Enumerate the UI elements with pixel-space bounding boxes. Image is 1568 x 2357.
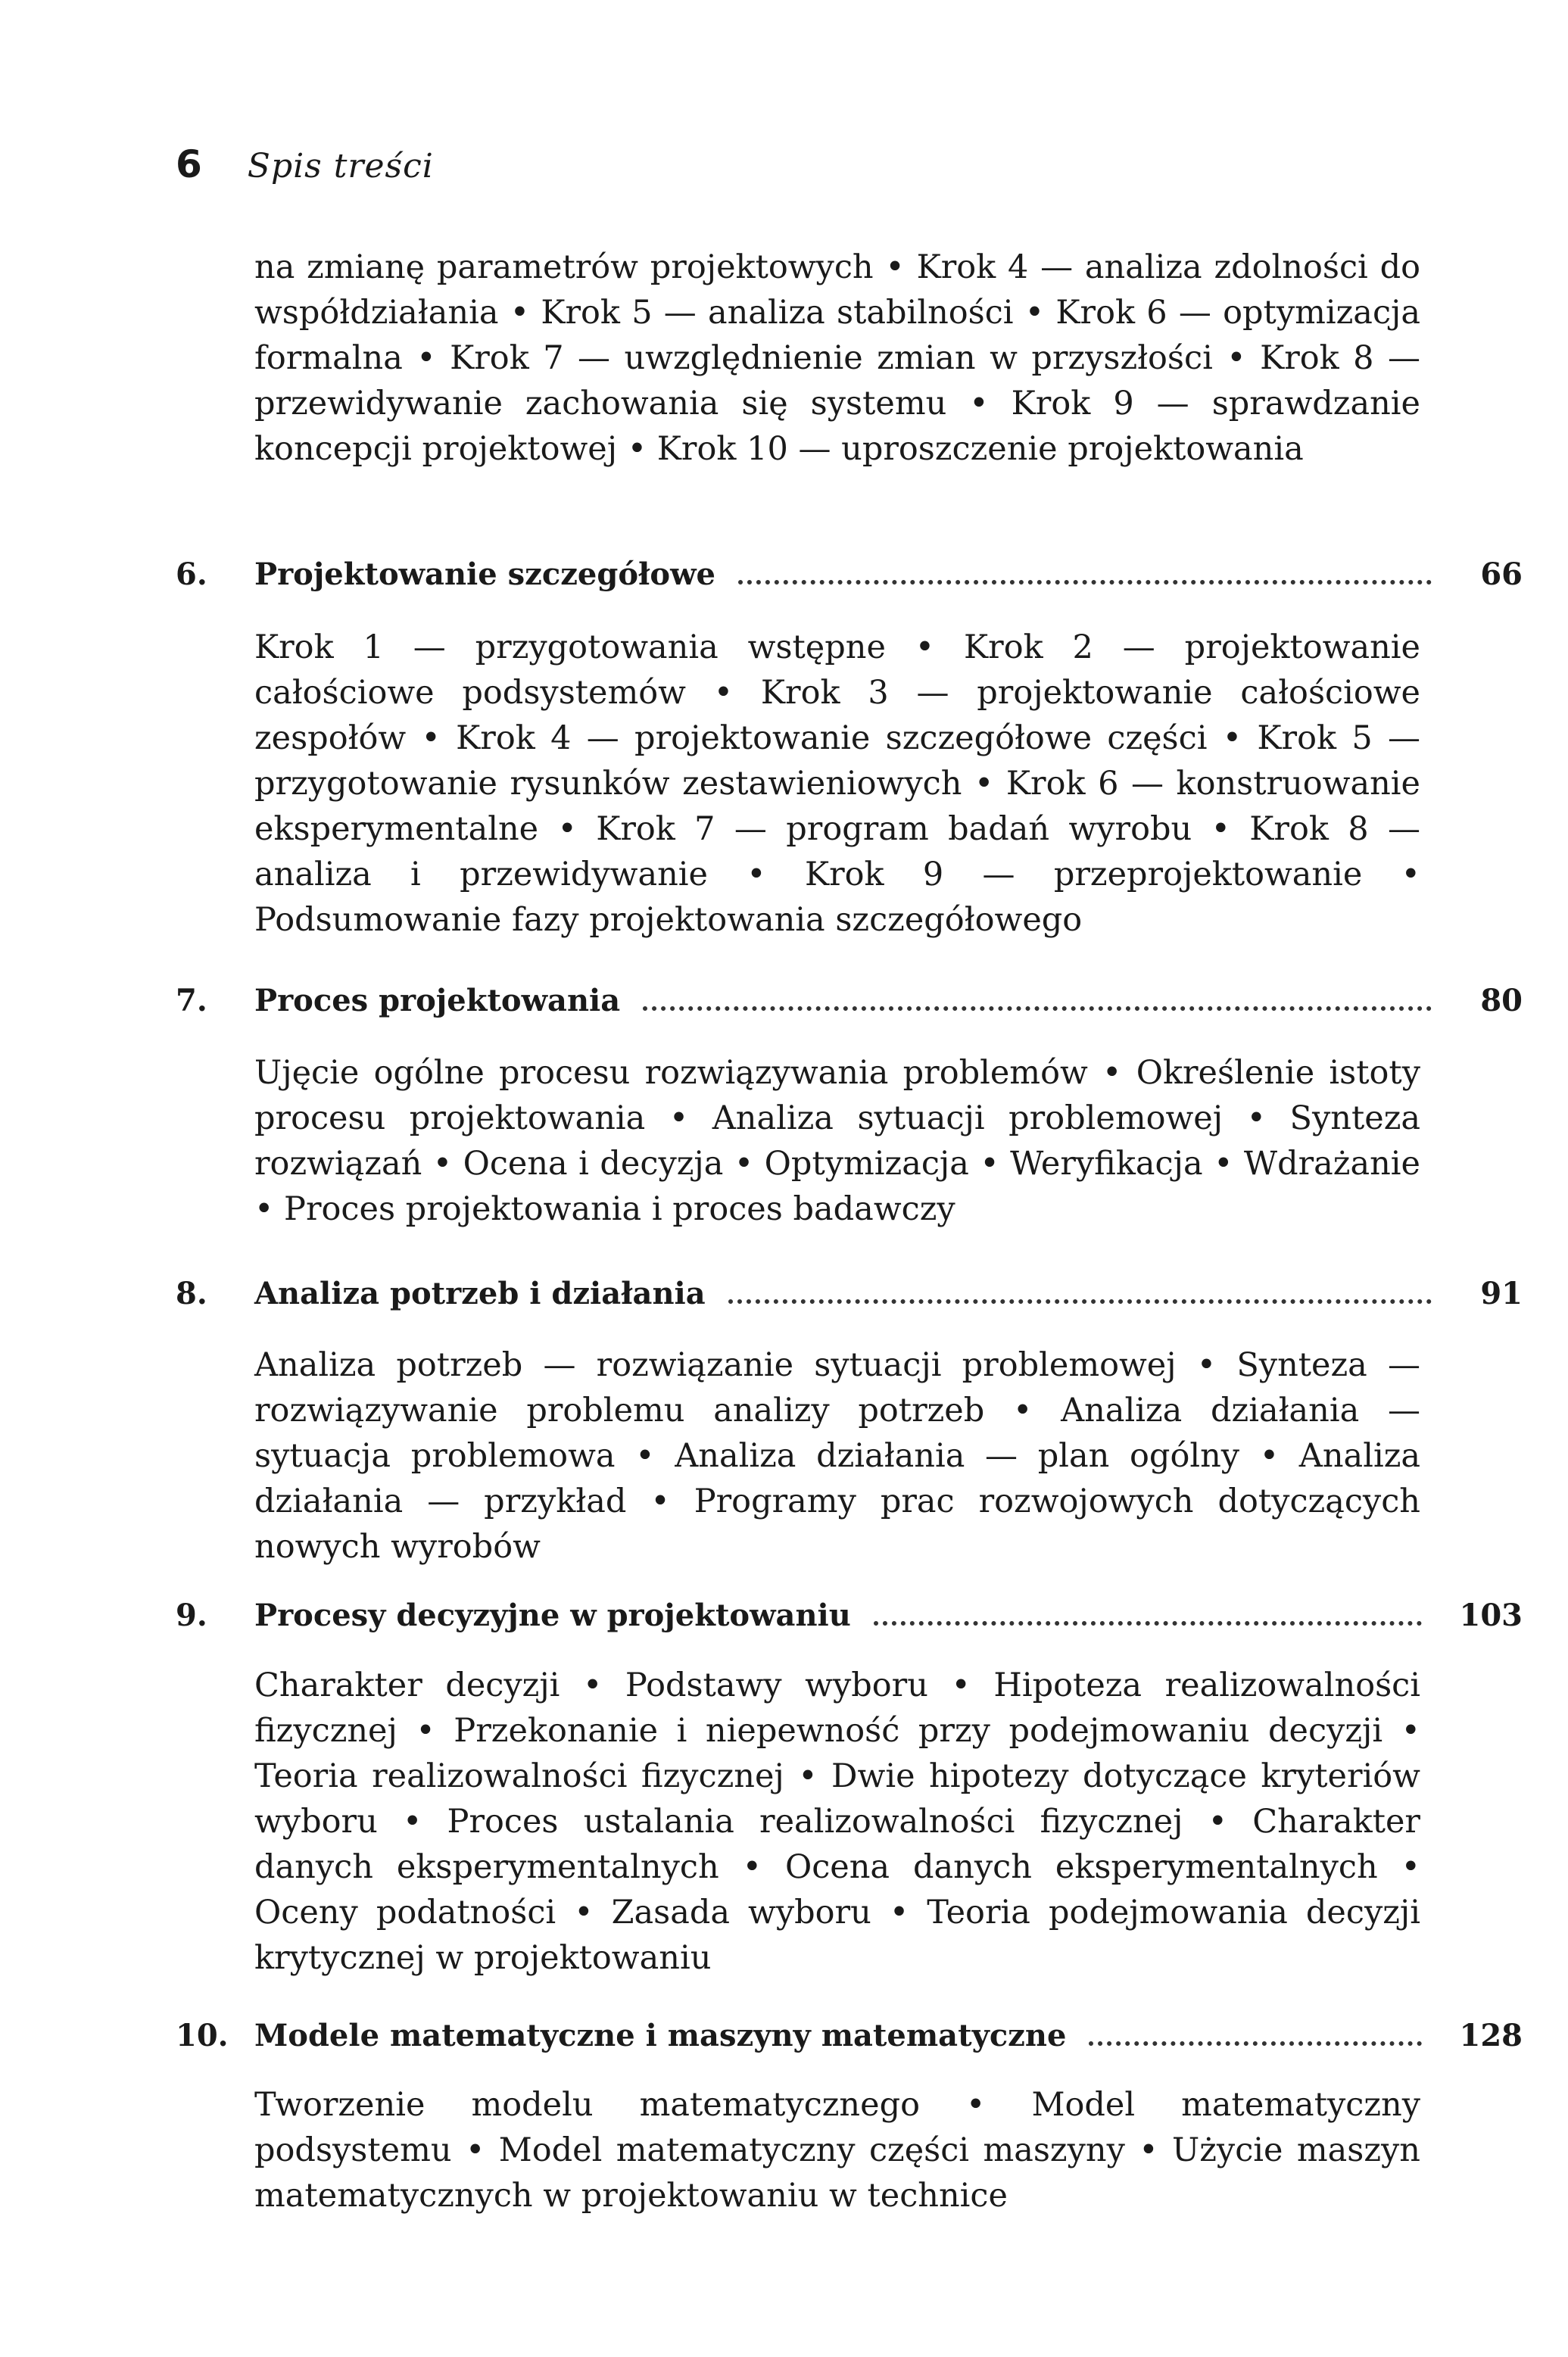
toc-entry-10[interactable] (176, 2018, 1523, 2053)
toc-entry-7[interactable] (176, 983, 1523, 1018)
entry-description: Tworzenie modelu matematycznego • Model matematyczny podsystemu • Model matematyczny części maszyny • Użycie maszyn matematycznych w projektowaniu w technice (254, 2086, 1420, 2215)
running-title: Spis treści (247, 147, 434, 186)
entry-page-number: 103 (1459, 1598, 1523, 1633)
entry-title: Projektowanie szczegółowe (254, 557, 715, 592)
entry-description: Ujęcie ogólne procesu rozwiązywania problemów • Określenie istoty procesu projektowania • Analiza sytuacji problemowej • Synteza rozwiązań • Ocena i decyzja • Optymizacja • Weryfikacja • Wdrażanie • Proces projektowania i proces badawczy (254, 1054, 1420, 1228)
continuation-description: na zmianę parametrów projektowych • Krok 4 — analiza zdolności do współdziałania • Krok 5 — analiza stabilności • Krok 6 — optymizacja formalna • Krok 7 — uwzględnienie zmian w przyszłości • Krok 8 — przewidywanie zachowania się systemu • Krok 9 — sprawdzanie koncepcji projektowej • Krok 10 — uproszczenie projektowania (254, 248, 1420, 468)
entry-number: 10. (176, 2018, 229, 2053)
entry-page-number: 80 (1480, 983, 1523, 1018)
entry-title: Modele matematyczne i maszyny matematyczne (254, 2018, 1067, 2053)
dot-leader (874, 1621, 1422, 1626)
entry-number: 7. (176, 983, 207, 1018)
entry-page-number: 128 (1459, 2018, 1523, 2053)
entry-page-number: 66 (1480, 557, 1523, 592)
entry-description: Analiza potrzeb — rozwiązanie sytuacji problemowej • Synteza — rozwiązywanie problemu analizy potrzeb • Analiza działania — sytuacja problemowa • Analiza działania — plan ogólny • Analiza działania — przykład • Programy prac rozwojowych dotyczących nowych wyrobów (254, 1346, 1420, 1566)
entry-description: Krok 1 — przygotowania wstępne • Krok 2 — projektowanie całościowe podsystemów • Krok 3 — projektowanie całościowe zespołów • Krok 4 — projektowanie szczegółowe części • Krok 5 — przygotowanie rysunków zestawieniowych • Krok 6 — konstruowanie eksperymentalne • Krok 7 — program badań wyrobu • Krok 8 — analiza i przewidywanie • Krok 9 — przeprojektowanie • Podsumowanie fazy projektowania szczegółowego (254, 628, 1420, 939)
dot-leader (738, 580, 1432, 585)
entry-page-number: 91 (1480, 1276, 1523, 1311)
entry-number: 8. (176, 1276, 207, 1311)
entry-description: Charakter decyzji • Podstawy wyboru • Hipoteza realizowalności fizycznej • Przekonanie i niepewność przy podejmowaniu decyzji • Teoria realizowalności fizycznej • Dwie hipotezy dotyczące kryteriów wyboru • Proces ustalania realizowalności fizycznej • Charakter danych eksperymentalnych • Ocena danych eksperymentalnych • Oceny podatności • Zasada wyboru • Teoria podejmowania decyzji krytycznej w projektowaniu (254, 1666, 1420, 1977)
dot-leader (1089, 2041, 1421, 2046)
dot-leader (643, 1006, 1432, 1011)
running-head (176, 142, 434, 186)
page-number: 6 (176, 142, 202, 186)
entry-title: Analiza potrzeb i działania (254, 1276, 706, 1311)
entry-number: 6. (176, 557, 207, 592)
toc-entry-9[interactable] (176, 1598, 1523, 1633)
toc-entry-6[interactable] (176, 557, 1523, 592)
toc-entry-8[interactable] (176, 1276, 1523, 1311)
entry-number: 9. (176, 1598, 207, 1633)
entry-title: Procesy decyzyjne w projektowaniu (254, 1598, 851, 1633)
entry-title: Proces projektowania (254, 983, 621, 1018)
dot-leader (728, 1299, 1432, 1304)
